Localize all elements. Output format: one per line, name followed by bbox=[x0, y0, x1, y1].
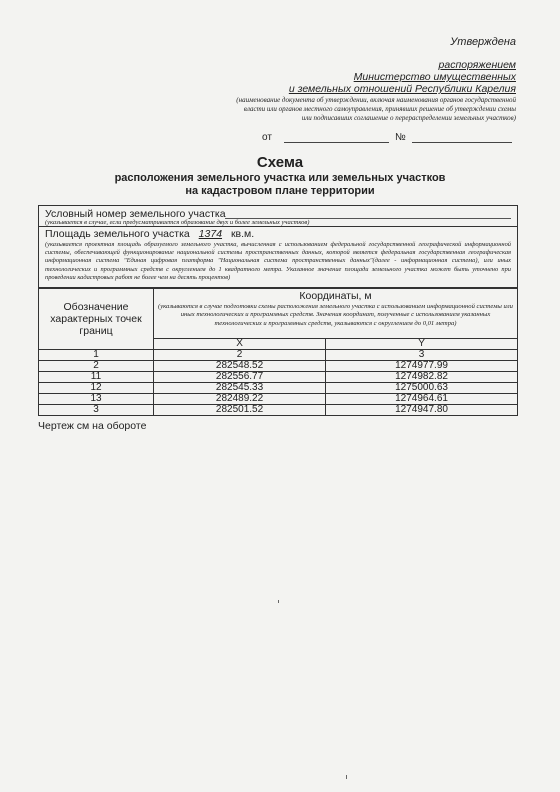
y-cell: 1275000.63 bbox=[326, 383, 518, 394]
document-title: Схема bbox=[256, 154, 304, 171]
conditional-number-row bbox=[39, 206, 517, 227]
table-header-row bbox=[39, 288, 518, 339]
date-blank bbox=[284, 142, 389, 143]
x-cell: 282548.52 bbox=[154, 361, 326, 372]
conditional-number-label: Условный номер земельного участка bbox=[45, 208, 226, 220]
area-value: 1374 bbox=[198, 228, 223, 240]
x-cell: 282489.22 bbox=[154, 394, 326, 405]
point-cell: 12 bbox=[39, 383, 154, 394]
index-cell: 3 bbox=[326, 350, 518, 361]
col-y-header: Y bbox=[326, 339, 518, 350]
document-subtitle bbox=[0, 172, 560, 198]
area-label: Площадь земельного участка bbox=[45, 228, 190, 240]
coordinates-title: Координаты, м bbox=[299, 290, 372, 302]
table-row bbox=[39, 405, 518, 416]
table-row bbox=[39, 372, 518, 383]
index-cell: 2 bbox=[154, 350, 326, 361]
index-cell: 1 bbox=[39, 350, 154, 361]
number-label: № bbox=[395, 132, 406, 143]
index-row bbox=[39, 350, 518, 361]
order-line-3: и земельных отношений Республики Карелия bbox=[288, 83, 516, 95]
coordinates-note: (указываются в случае подготовки схемы расположения земельного участка с использованием информационной системы или иных технологических и программных средств. Значения координат, полученные с использованием указанных технологических и программных средств, указываются с округлением до 0,01 метра) bbox=[158, 303, 513, 327]
table-row bbox=[39, 383, 518, 394]
order-line-2: Министерство имущественных bbox=[353, 71, 516, 83]
coordinates-table bbox=[38, 287, 518, 416]
order-line-1: распоряжением bbox=[438, 59, 516, 71]
number-blank bbox=[412, 142, 512, 143]
coordinates-header bbox=[154, 288, 518, 339]
order-block bbox=[266, 59, 516, 95]
point-cell: 3 bbox=[39, 405, 154, 416]
point-cell: 13 bbox=[39, 394, 154, 405]
point-cell: 2 bbox=[39, 361, 154, 372]
scan-speck bbox=[346, 775, 347, 779]
x-cell: 282556.77 bbox=[154, 372, 326, 383]
area-note: (указывается проектная площадь образуемого земельного участка, вычисленная с использованием федеральной государственной географической информационной системы, обеспечивающей функционирование национальной системы пространственных данных, которой является федеральная государственная географическая информационная система "Единая цифровая платформа "Национальная система пространственных данных"(далее - информационная система), или иных технологических и программных средств с округлением до 1 квадратного метра. Указанное значение площади земельного участка может быть уточнено при проведении кадастровых работ не более чем на десять процентов) bbox=[45, 241, 511, 281]
order-note: (наименование документа об утверждении, включая наименования органов государственной власти или органов местного самоуправления, принявших решение об утверждении схемы или подписавших соглашение о перераспределении земельных участков) bbox=[236, 96, 516, 122]
area-line bbox=[45, 228, 254, 240]
from-label: от bbox=[262, 132, 272, 143]
approved-label: Утверждена bbox=[450, 36, 516, 48]
footer-note: Чертеж см на обороте bbox=[38, 420, 147, 432]
y-cell: 1274947.80 bbox=[326, 405, 518, 416]
conditional-number-note: (указывается в случае, если предусматривается образование двух и более земельных участков) bbox=[45, 219, 310, 226]
table-row bbox=[39, 361, 518, 372]
subtitle-line-2: на кадастровом плане территории bbox=[185, 185, 375, 197]
x-cell: 282501.52 bbox=[154, 405, 326, 416]
area-unit: кв.м. bbox=[230, 228, 255, 240]
x-cell: 282545.33 bbox=[154, 383, 326, 394]
date-number-line bbox=[262, 132, 516, 144]
col-x-header: X bbox=[154, 339, 326, 350]
subtitle-line-1: расположения земельного участка или земельных участков bbox=[114, 172, 446, 184]
scan-speck bbox=[278, 600, 279, 603]
table-row bbox=[39, 394, 518, 405]
y-cell: 1274977.99 bbox=[326, 361, 518, 372]
point-cell: 11 bbox=[39, 372, 154, 383]
y-cell: 1274982.82 bbox=[326, 372, 518, 383]
designation-header: Обозначение характерных точек границ bbox=[39, 288, 154, 350]
y-cell: 1274964.61 bbox=[326, 394, 518, 405]
parcel-info-box bbox=[38, 205, 518, 289]
